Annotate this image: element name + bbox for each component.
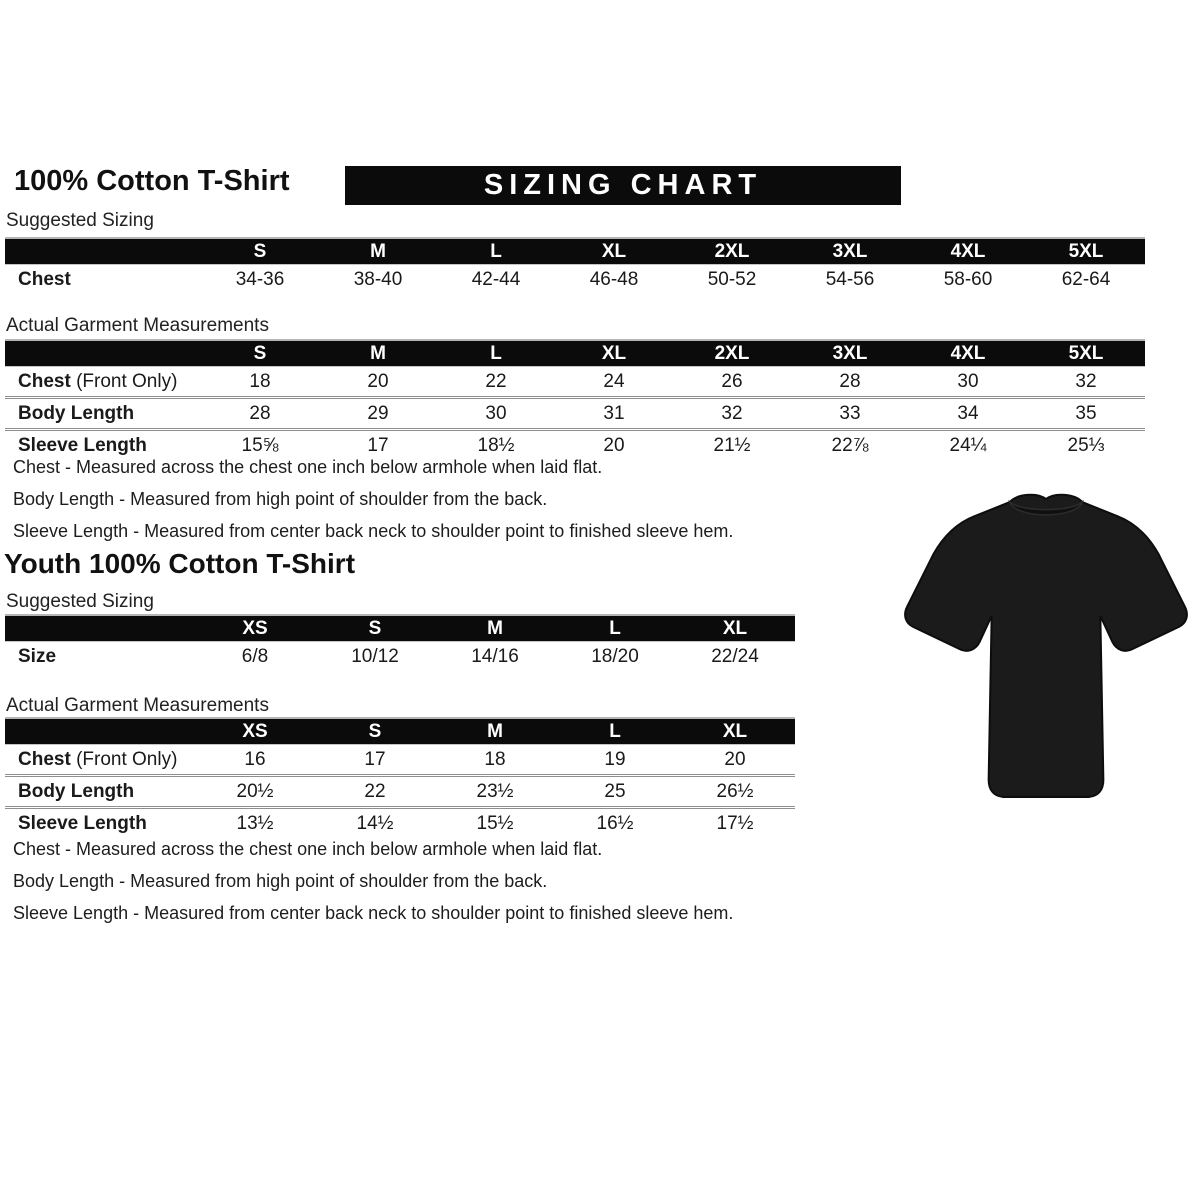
measurement-value: 62-64 bbox=[1061, 268, 1111, 290]
measurement-value: 14/16 bbox=[471, 645, 519, 667]
size-column-header: XS bbox=[195, 615, 315, 642]
measurement-value: 14½ bbox=[315, 808, 435, 839]
note-line: Body Length - Measured from high point of shoulder from the back. bbox=[13, 489, 548, 509]
measurement-value: 25⅓ bbox=[1027, 430, 1145, 461]
measurement-value: 31 bbox=[555, 398, 673, 430]
measurement-value: 22 bbox=[315, 776, 435, 808]
size-column-header: 5XL bbox=[1027, 340, 1145, 367]
size-column-header: S bbox=[201, 238, 319, 265]
note-line: Sleeve Length - Measured from center back neck to shoulder point to finished sleeve hem. bbox=[13, 521, 734, 541]
measurement-value: 16 bbox=[244, 748, 266, 770]
size-column-header: M bbox=[319, 238, 437, 265]
size-column-header: 4XL bbox=[909, 340, 1027, 367]
row-label: Chest bbox=[18, 268, 71, 290]
size-column-header: L bbox=[555, 718, 675, 745]
size-column-header: XL bbox=[555, 238, 673, 265]
size-column-header: 2XL bbox=[673, 238, 791, 265]
measurement-value: 18 bbox=[484, 748, 506, 770]
measurement-value: 21½ bbox=[673, 430, 791, 461]
measurement-value: 17 bbox=[364, 748, 386, 770]
measurement-value: 32 bbox=[673, 398, 791, 430]
size-column-header: M bbox=[435, 718, 555, 745]
table-corner-cell bbox=[5, 340, 201, 367]
measurement-row bbox=[5, 398, 1145, 430]
adult-suggested-sizing-table bbox=[5, 237, 1145, 294]
note-line: Body Length - Measured from high point of shoulder from the back. bbox=[13, 871, 548, 891]
table-header-row bbox=[5, 238, 1145, 265]
size-column-header: XL bbox=[675, 718, 795, 745]
measurement-row bbox=[5, 776, 795, 808]
measurement-value: 33 bbox=[791, 398, 909, 430]
youth-suggested-sizing-label: Suggested Sizing bbox=[6, 591, 154, 612]
measurement-row bbox=[5, 265, 1145, 295]
size-column-header: S bbox=[201, 340, 319, 367]
measurement-value: 17½ bbox=[675, 808, 795, 839]
measurement-value: 20 bbox=[724, 748, 746, 770]
youth-suggested-sizing-table bbox=[5, 614, 795, 671]
sizing-chart-banner: SIZING CHART bbox=[345, 166, 901, 205]
youth-actual-measurements-table bbox=[5, 717, 795, 838]
measurement-row bbox=[5, 367, 1145, 398]
measurement-value: 50-52 bbox=[707, 268, 757, 290]
size-column-header: S bbox=[315, 718, 435, 745]
size-column-header: 3XL bbox=[791, 238, 909, 265]
measurement-value: 46-48 bbox=[589, 268, 639, 290]
youth-section-title: Youth 100% Cotton T-Shirt bbox=[4, 548, 356, 579]
measurement-row bbox=[5, 430, 1145, 461]
adult-actual-measurements-table bbox=[5, 339, 1145, 460]
measurement-value: 34-36 bbox=[235, 268, 285, 290]
row-label: Body Length bbox=[5, 776, 195, 808]
measurement-row bbox=[5, 642, 795, 672]
size-column-header: M bbox=[435, 615, 555, 642]
measurement-value: 32 bbox=[1075, 370, 1097, 392]
size-column-header: 4XL bbox=[909, 238, 1027, 265]
adult-suggested-sizing-label: Suggested Sizing bbox=[6, 210, 154, 231]
note-line: Chest - Measured across the chest one inch below armhole when laid flat. bbox=[13, 839, 603, 859]
measurement-value: 58-60 bbox=[943, 268, 993, 290]
measurement-value: 35 bbox=[1027, 398, 1145, 430]
measurement-row bbox=[5, 745, 795, 776]
row-label: Sleeve Length bbox=[5, 430, 201, 461]
table-header-row bbox=[5, 615, 795, 642]
measurement-value: 18 bbox=[249, 370, 271, 392]
row-label: Chest (Front Only) bbox=[18, 370, 178, 392]
measurement-value: 26 bbox=[721, 370, 743, 392]
size-column-header: L bbox=[555, 615, 675, 642]
measurement-value: 24¼ bbox=[909, 430, 1027, 461]
measurement-value: 20½ bbox=[195, 776, 315, 808]
note-line: Sleeve Length - Measured from center back neck to shoulder point to finished sleeve hem. bbox=[13, 903, 734, 923]
size-column-header: L bbox=[437, 340, 555, 367]
tshirt-image bbox=[897, 487, 1195, 807]
note-line: Chest - Measured across the chest one inch below armhole when laid flat. bbox=[13, 457, 603, 477]
size-column-header: 2XL bbox=[673, 340, 791, 367]
tshirt-icon bbox=[897, 487, 1195, 807]
row-label: Size bbox=[18, 645, 57, 667]
size-column-header: L bbox=[437, 238, 555, 265]
youth-actual-measurements-label: Actual Garment Measurements bbox=[6, 695, 269, 716]
measurement-value: 6/8 bbox=[241, 645, 269, 667]
size-column-header: 5XL bbox=[1027, 238, 1145, 265]
measurement-value: 34 bbox=[909, 398, 1027, 430]
size-column-header: 3XL bbox=[791, 340, 909, 367]
adult-actual-measurements-label: Actual Garment Measurements bbox=[6, 315, 269, 336]
measurement-value: 25 bbox=[555, 776, 675, 808]
size-column-header: XS bbox=[195, 718, 315, 745]
measurement-value: 13½ bbox=[195, 808, 315, 839]
measurement-value: 26½ bbox=[675, 776, 795, 808]
table-corner-cell bbox=[5, 615, 195, 642]
measurement-value: 23½ bbox=[435, 776, 555, 808]
measurement-value: 16½ bbox=[555, 808, 675, 839]
table-header-row bbox=[5, 340, 1145, 367]
measurement-value: 22⅞ bbox=[791, 430, 909, 461]
measurement-value: 22 bbox=[485, 370, 507, 392]
measurement-value: 30 bbox=[957, 370, 979, 392]
measurement-value: 28 bbox=[839, 370, 861, 392]
size-column-header: S bbox=[315, 615, 435, 642]
measurement-value: 15½ bbox=[435, 808, 555, 839]
measurement-value: 20 bbox=[555, 430, 673, 461]
page-title: 100% Cotton T-Shirt bbox=[14, 165, 290, 197]
measurement-value: 29 bbox=[319, 398, 437, 430]
measurement-value: 15⅝ bbox=[201, 430, 319, 461]
row-label: Sleeve Length bbox=[5, 808, 195, 839]
measurement-value: 19 bbox=[604, 748, 626, 770]
size-column-header: XL bbox=[675, 615, 795, 642]
measurement-value: 10/12 bbox=[351, 645, 399, 667]
size-column-header: XL bbox=[555, 340, 673, 367]
measurement-value: 28 bbox=[201, 398, 319, 430]
measurement-value: 42-44 bbox=[471, 268, 521, 290]
size-column-header: M bbox=[319, 340, 437, 367]
measurement-value: 18½ bbox=[437, 430, 555, 461]
measurement-row bbox=[5, 808, 795, 839]
measurement-value: 22/24 bbox=[711, 645, 759, 667]
measurement-value: 30 bbox=[437, 398, 555, 430]
measurement-value: 18/20 bbox=[591, 645, 639, 667]
measurement-value: 20 bbox=[367, 370, 389, 392]
adult-measurement-notes bbox=[13, 457, 833, 553]
row-label: Body Length bbox=[5, 398, 201, 430]
table-corner-cell bbox=[5, 718, 195, 745]
measurement-value: 54-56 bbox=[825, 268, 875, 290]
measurement-value: 38-40 bbox=[353, 268, 403, 290]
youth-measurement-notes bbox=[13, 839, 833, 935]
table-corner-cell bbox=[5, 238, 201, 265]
measurement-value: 17 bbox=[319, 430, 437, 461]
table-header-row bbox=[5, 718, 795, 745]
measurement-value: 24 bbox=[603, 370, 625, 392]
row-label: Chest (Front Only) bbox=[18, 748, 178, 770]
